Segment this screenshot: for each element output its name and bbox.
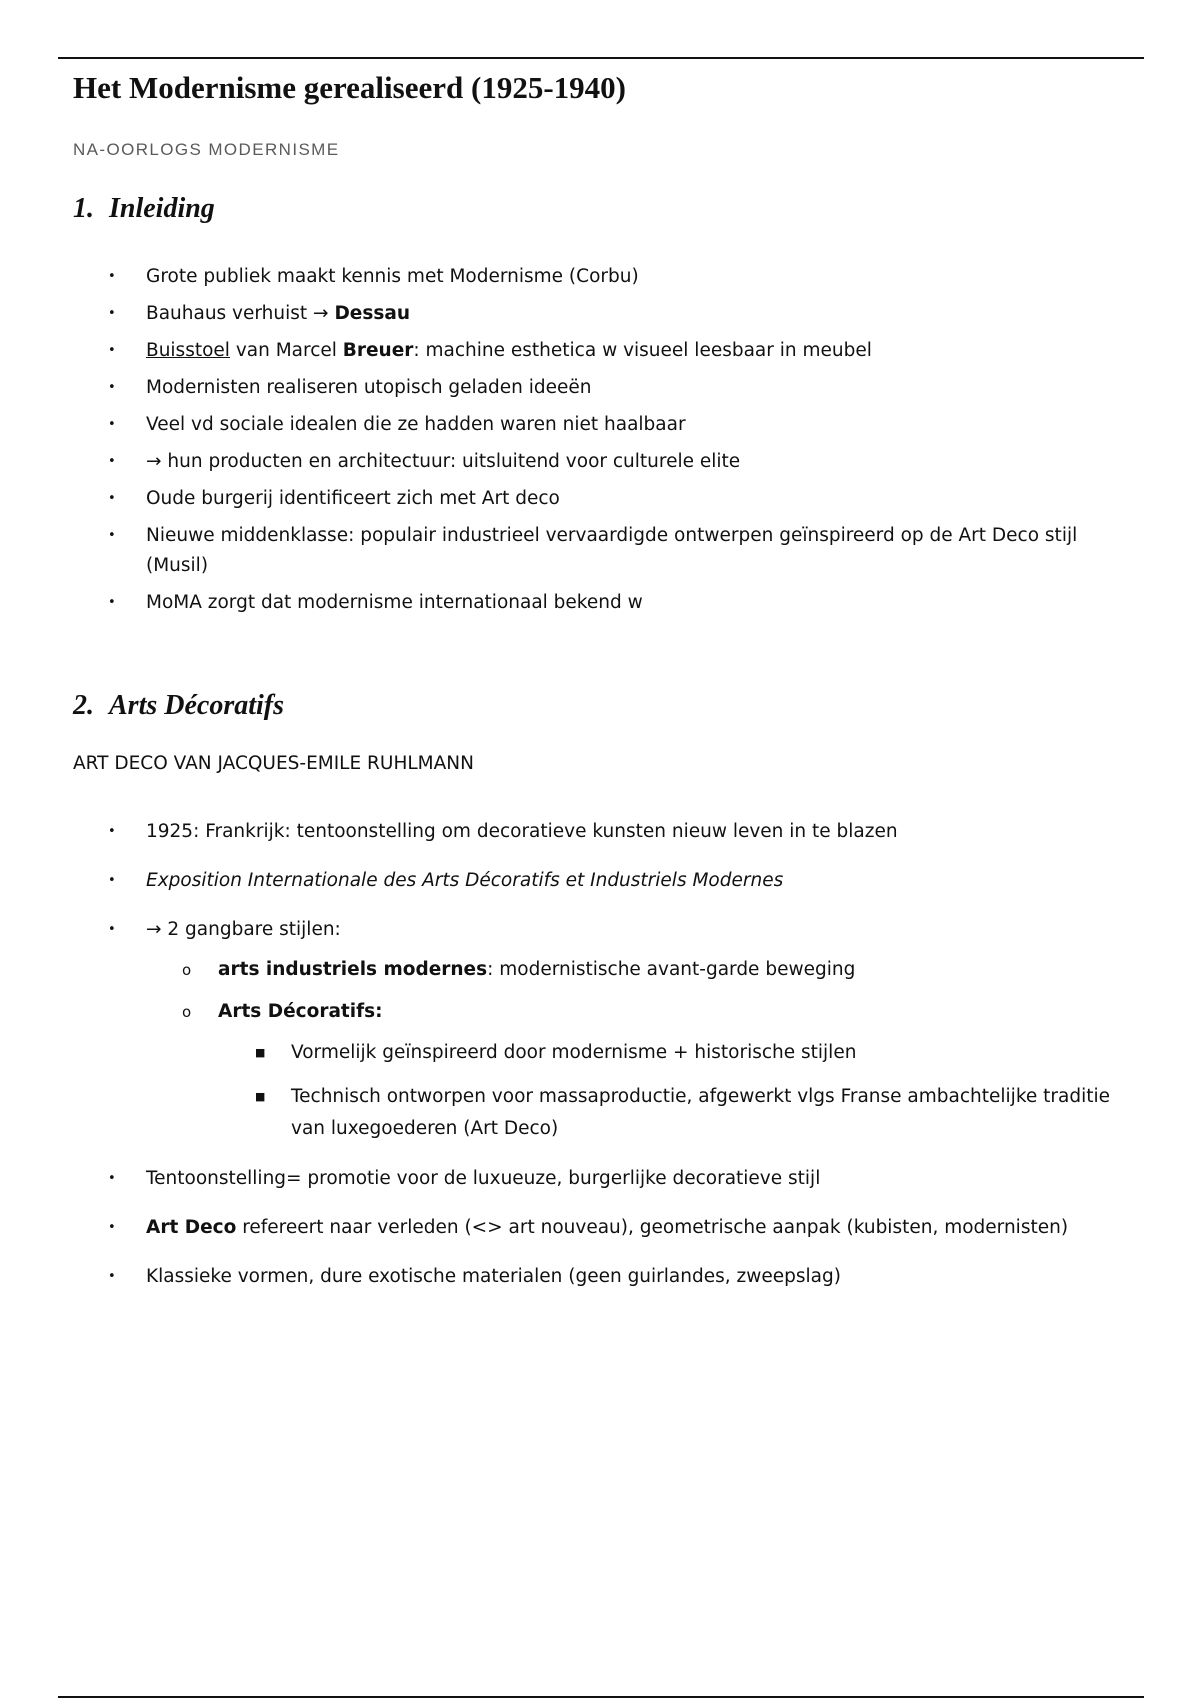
page-title: Het Modernisme gerealiseerd (1925-1940)	[73, 70, 626, 105]
list-item	[0, 299, 1200, 329]
list-item	[0, 410, 1200, 440]
item-bold-text: Arts Décoratifs:	[218, 1001, 383, 1022]
bullet-icon: •	[108, 454, 116, 469]
section-subheading: ART DECO VAN JACQUES-EMILE RUHLMANN	[73, 753, 474, 774]
circle-bullet-icon: o	[182, 1003, 192, 1021]
list-item	[0, 1164, 1200, 1194]
item-text: : machine esthetica w visueel leesbaar in meubel	[413, 340, 872, 361]
arrow-icon: →	[146, 919, 162, 940]
list-item	[0, 373, 1200, 403]
sub-list-item	[0, 955, 1140, 985]
bullet-icon: •	[108, 1220, 116, 1235]
list-item	[0, 588, 1200, 618]
section-heading-arts-decoratifs	[73, 690, 284, 722]
item-text: Grote publiek maakt kennis met Modernisme (Corbu)	[146, 266, 639, 287]
arrow-icon: →	[146, 451, 162, 472]
item-text: van Marcel	[229, 340, 343, 361]
item-text: hun producten en architectuur: uitsluitend voor culturele elite	[161, 451, 741, 472]
section-heading-inleiding	[73, 193, 215, 225]
item-text: Bauhaus verhuist	[146, 303, 314, 324]
item-text: : modernistische avant-garde beweging	[487, 959, 856, 980]
bullet-icon: •	[108, 873, 116, 888]
list-item	[0, 915, 1200, 1145]
list-item	[0, 1213, 1200, 1243]
list-item	[0, 262, 1200, 292]
section-title: Arts Décoratifs	[109, 690, 284, 721]
list-item	[0, 336, 1200, 366]
square-bullet-icon: ■	[255, 1046, 266, 1059]
arts-decoratifs-list	[0, 817, 1200, 1311]
list-item	[0, 484, 1200, 514]
square-bullet-icon: ■	[255, 1090, 266, 1103]
bullet-icon: •	[108, 380, 116, 395]
bullet-icon: •	[108, 824, 116, 839]
bullet-icon: •	[108, 1269, 116, 1284]
list-item	[0, 1262, 1200, 1292]
item-text: Veel vd sociale idealen die ze hadden waren niet haalbaar	[146, 414, 686, 435]
arrow-icon: →	[313, 303, 329, 324]
bullet-icon: •	[108, 922, 116, 937]
bullet-icon: •	[108, 343, 116, 358]
item-bold-text: Breuer	[342, 340, 414, 361]
item-bold-text: arts industriels modernes	[218, 959, 488, 980]
bullet-icon: •	[108, 595, 116, 610]
sub-sub-list	[218, 1037, 1140, 1145]
bullet-icon: •	[108, 417, 116, 432]
bottom-rule	[58, 1696, 1144, 1698]
bullet-icon: •	[108, 269, 116, 284]
item-text: Nieuwe middenklasse: populair industrieel vervaardigde ontwerpen geïnspireerd op de Art Deco stijl (Musil)	[146, 525, 1078, 576]
item-text: refereert naar verleden (<> art nouveau), geometrische aanpak (kubisten, modernisten)	[236, 1217, 1069, 1238]
page-subtitle: NA-OORLOGS MODERNISME	[73, 140, 340, 159]
bullet-icon: •	[108, 528, 116, 543]
item-bold-text: Dessau	[334, 303, 411, 324]
list-item	[0, 866, 1200, 896]
sub-sub-list-item	[0, 1081, 1140, 1145]
item-text: Tentoonstelling= promotie voor de luxueuze, burgerlijke decoratieve stijl	[146, 1168, 821, 1189]
bullet-icon: •	[108, 491, 116, 506]
circle-bullet-icon: o	[182, 961, 192, 979]
sub-sub-list-item	[0, 1037, 1140, 1069]
item-text: 1925: Frankrijk: tentoonstelling om decoratieve kunsten nieuw leven in te blazen	[146, 821, 898, 842]
item-text: Vormelijk geïnspireerd door modernisme + historische stijlen	[291, 1042, 857, 1063]
list-item	[0, 521, 1200, 581]
item-text: 2 gangbare stijlen:	[161, 919, 341, 940]
section-title: Inleiding	[109, 193, 215, 224]
sub-list-item	[0, 997, 1140, 1145]
section-number: 1.	[73, 193, 94, 224]
item-bold-text: Art Deco	[146, 1217, 237, 1238]
item-text: Klassieke vormen, dure exotische materialen (geen guirlandes, zweepslag)	[146, 1266, 841, 1287]
top-rule	[58, 57, 1144, 59]
bullet-icon: •	[108, 306, 116, 321]
bullet-icon: •	[108, 1171, 116, 1186]
item-text: Modernisten realiseren utopisch geladen ideeën	[146, 377, 592, 398]
list-item	[0, 447, 1200, 477]
sub-list	[146, 955, 1140, 1145]
item-text: MoMA zorgt dat modernisme internationaal bekend w	[146, 592, 643, 613]
section-number: 2.	[73, 690, 94, 721]
item-text: Oude burgerij identificeert zich met Art deco	[146, 488, 560, 509]
item-italic-text: Exposition Internationale des Arts Décoratifs et Industriels Modernes	[146, 870, 784, 891]
inleiding-list	[0, 262, 1200, 625]
item-underlined-text: Buisstoel	[146, 340, 230, 361]
list-item	[0, 817, 1200, 847]
item-text: Technisch ontworpen voor massaproductie, afgewerkt vlgs Franse ambachtelijke traditie van luxegoederen (Art Deco)	[291, 1086, 1110, 1139]
